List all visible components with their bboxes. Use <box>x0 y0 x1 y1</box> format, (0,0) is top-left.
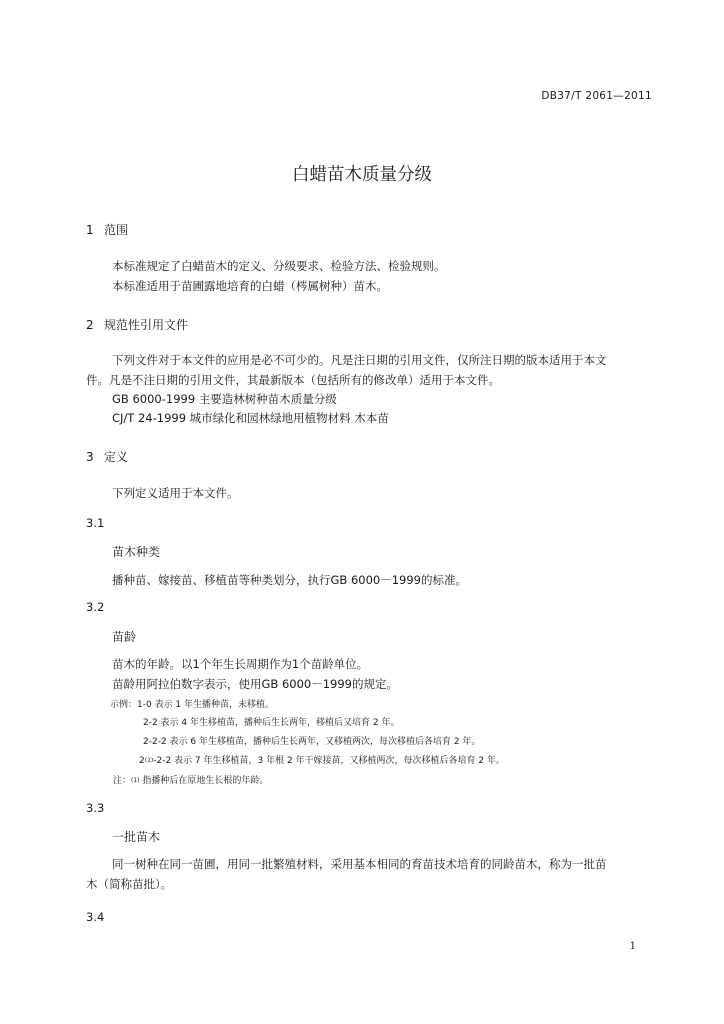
subsection-number: 3.1 <box>86 516 105 530</box>
term-name: 苗木种类 <box>112 545 161 559</box>
reference-item: GB 6000-1999 主要造林树种苗木质量分级 <box>112 392 337 406</box>
note-text: 指播种后在原地生长根的年龄。 <box>142 776 269 786</box>
reference-item: CJ/T 24-1999 城市绿化和园林绿地用植物材料 木本苗 <box>112 411 389 425</box>
example-line <box>110 697 274 710</box>
section-3-heading <box>86 448 128 465</box>
section-title: 规范性引用文件 <box>104 318 189 332</box>
subsection-number: 3.2 <box>86 600 105 614</box>
subsection-number: 3.4 <box>86 910 105 924</box>
note-line <box>113 773 268 786</box>
term-definition: 苗木的年龄。以1个年生长周期作为1个苗龄单位。 <box>112 657 369 671</box>
section-2-heading <box>86 316 188 333</box>
section-number: 2 <box>86 318 94 332</box>
example-label: 示例： <box>110 700 138 710</box>
example-text: -2-2 表示 7 年生移植苗，3 年根 2 年干嫁接苗，又移植两次，每次移植后各培育 2 年。 <box>153 756 505 766</box>
section-number: 3 <box>86 450 94 464</box>
page-title: 白蜡苗木质量分级 <box>292 165 432 185</box>
term-definition: 苗龄用阿拉伯数字表示，使用GB 6000－1999的规定。 <box>112 677 398 691</box>
paragraph-line: 件。凡是不注日期的引用文件，其最新版本（包括所有的修改单）适用于本文件。 <box>86 373 500 387</box>
note-label: 注： <box>113 776 132 786</box>
section-title: 定义 <box>104 450 129 464</box>
example-line <box>139 753 505 766</box>
paragraph: 本标准规定了白蜡苗木的定义、分级要求、检验方法、检验规则。 <box>112 259 446 273</box>
term-name: 苗龄 <box>112 630 137 644</box>
section-1-heading <box>86 221 128 238</box>
term-definition: 木（简称苗批）。 <box>86 877 173 891</box>
paragraph: 本标准适用于苗圃露地培育的白蜡（梣属树种）苗木。 <box>112 279 388 293</box>
example-line: 2-2 表示 4 年生移植苗，播种后生长两年，移植后又培育 2 年。 <box>143 718 400 728</box>
page-number: 1 <box>629 941 636 952</box>
term-name: 一批苗木 <box>112 830 161 844</box>
subsection-number: 3.3 <box>86 801 105 815</box>
example-text: 2 <box>139 756 145 766</box>
document-id: DB37/T 2061—2011 <box>541 90 652 102</box>
paragraph: 下列定义适用于本文件。 <box>112 486 239 500</box>
term-definition: 同一树种在同一苗圃，用同一批繁殖材料，采用基本相同的育苗技术培育的同龄苗木，称为一批苗 <box>112 857 607 871</box>
paragraph-line: 下列文件对于本文件的应用是必不可少的。凡是注日期的引用文件，仅所注日期的版本适用于本文 <box>112 353 607 367</box>
section-title: 范围 <box>104 223 129 237</box>
term-definition: 播种苗、嫁接苗、移植苗等种类划分，执行GB 6000－1999的标准。 <box>112 573 467 587</box>
section-number: 1 <box>86 223 94 237</box>
example-line: 2-2-2 表示 6 年生移植苗，播种后生长两年，又移植两次，每次移植后各培育 2 年。 <box>143 737 481 747</box>
footnote-marker: (1) <box>131 777 140 784</box>
footnote-marker: (1) <box>144 757 154 764</box>
example-text: 1-0 表示 1 年生播种苗，未移植。 <box>137 700 275 710</box>
